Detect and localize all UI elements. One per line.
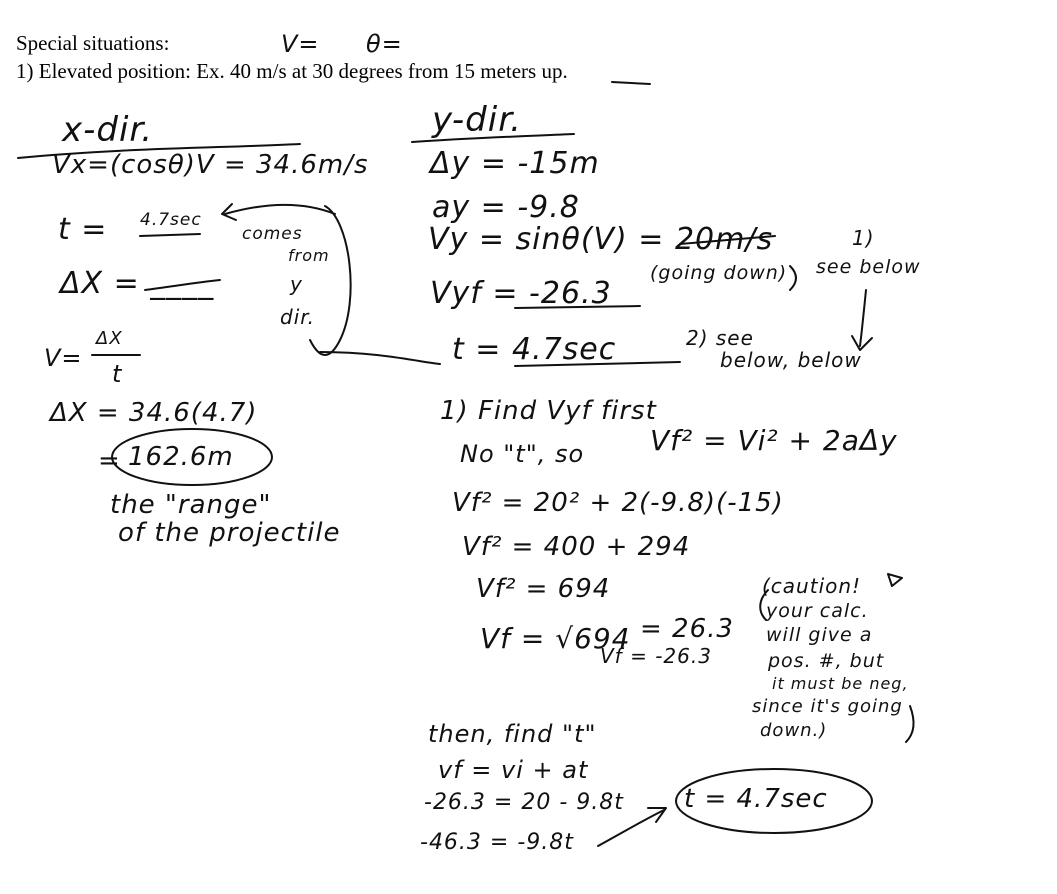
calc-line-1: Vf² = 20² + 2(-9.8)(-15) — [452, 488, 784, 518]
final-result: t = 4.7sec — [684, 784, 828, 814]
note1-number: 1) — [852, 226, 875, 250]
caution-4: pos. #, but — [768, 650, 885, 672]
y-dir-underline — [412, 134, 574, 142]
caution-bracket-left — [760, 590, 768, 620]
t-y-underline — [515, 362, 680, 366]
eq-line-3: -46.3 = -9.8t — [420, 830, 574, 855]
vyf-underline — [515, 306, 640, 308]
vy-underline — [680, 236, 775, 244]
kinematic-formula: Vf² = Vi² + 2aΔy — [650, 424, 898, 457]
calc-line-4b: = 26.3 — [640, 614, 734, 644]
theta-label: θ= — [366, 30, 403, 58]
vx-equation: Vx=(cosθ)V = 34.6m/s — [52, 150, 369, 180]
caution-2: your calc. — [766, 600, 869, 622]
caution-bracket-right — [906, 706, 913, 742]
caution-triangle — [888, 574, 902, 586]
page-title: Special situations: — [16, 31, 170, 55]
up-underline — [612, 82, 650, 84]
dir-to-t-arrow — [320, 352, 440, 364]
v-eq-num: ΔX — [96, 328, 123, 349]
caution-3: will give a — [766, 624, 873, 646]
y-dir-heading: y-dir. — [432, 100, 522, 140]
t-lhs: t = — [58, 212, 108, 247]
t-value-y: t = 4.7sec — [452, 332, 617, 367]
no-t-note: No "t", so — [460, 440, 585, 468]
eq-sign: = — [98, 446, 121, 476]
comes-from-1: comes — [242, 224, 303, 244]
going-down-note: (going down) — [650, 262, 788, 284]
caution-6: since it's going — [752, 696, 903, 717]
step2-heading: then, find "t" — [428, 720, 597, 748]
ay-value: ay = -9.8 — [432, 190, 580, 225]
dx-blank: ΔX = ____ — [60, 266, 215, 301]
note2-see: 2) see — [686, 326, 754, 350]
range-note-2: of the projectile — [118, 518, 341, 548]
v-label: V= — [281, 30, 320, 58]
eq-line-1: vf = vi + at — [438, 756, 589, 784]
range-circle — [112, 429, 272, 485]
dx-calc: ΔX = 34.6(4.7) — [50, 398, 258, 428]
result-circle — [676, 769, 872, 833]
note1-see-below: see below — [816, 256, 921, 278]
calc-line-4: Vf = √694 — [480, 622, 631, 655]
caution-7: down.) — [760, 720, 828, 741]
comes-from-2: from — [288, 246, 330, 265]
calc-line-4c: Vf = -26.3 — [600, 644, 712, 668]
note1-arrow — [860, 290, 866, 346]
vyf-value: Vyf = -26.3 — [430, 276, 612, 311]
comes-from-3: y — [290, 272, 303, 296]
result-arrow — [598, 810, 664, 846]
v-eq-lhs: V= — [44, 344, 83, 372]
going-down-paren — [790, 266, 796, 290]
problem-statement: 1) Elevated position: Ex. 40 m/s at 30 degrees from 15 meters up. — [16, 59, 568, 83]
caution-1: (caution! — [762, 574, 862, 598]
dy-value: Δy = -15m — [430, 146, 600, 181]
step1-heading: 1) Find Vyf first — [440, 396, 657, 426]
x-dir-underline — [18, 144, 300, 158]
note1-arrowhead — [852, 336, 872, 350]
eq-line-2: -26.3 = 20 - 9.8t — [424, 790, 624, 815]
x-dir-heading: x-dir. — [62, 110, 154, 150]
comes-from-4: dir. — [280, 305, 315, 329]
v-eq-den: t — [112, 360, 123, 388]
t-value-x: 4.7sec — [140, 210, 202, 230]
dx-blank-line — [145, 280, 220, 290]
caution-5: it must be neg, — [772, 674, 909, 693]
vy-equation: Vy = sinθ(V) = 20m/s — [428, 222, 774, 257]
result-arrowhead — [648, 808, 666, 822]
range-note-1: the "range" — [110, 490, 272, 520]
t-underline — [140, 234, 200, 236]
comes-arrow — [225, 205, 335, 214]
calc-line-3: Vf² = 694 — [476, 574, 611, 604]
note2-below: below, below — [720, 348, 862, 372]
dir-connector — [310, 206, 351, 355]
calc-line-2: Vf² = 400 + 294 — [462, 532, 691, 562]
range-value: 162.6m — [128, 442, 234, 472]
